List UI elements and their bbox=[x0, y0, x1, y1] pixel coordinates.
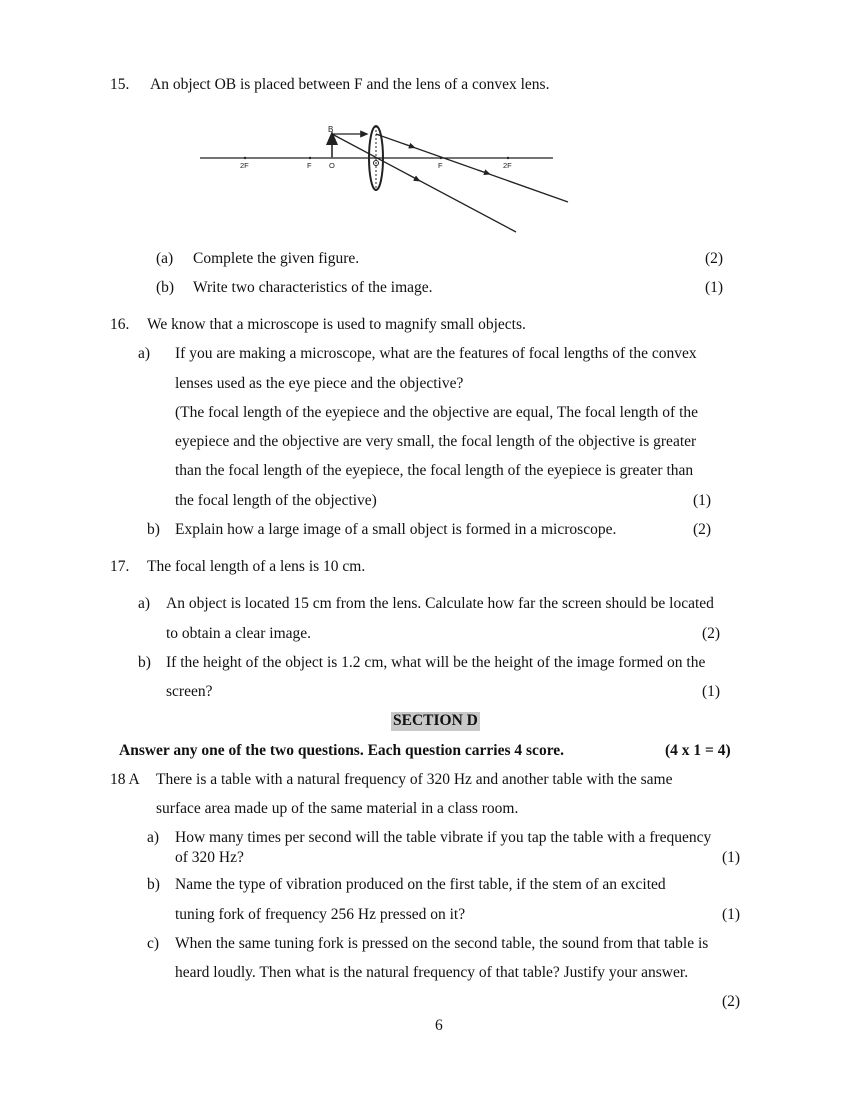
label-b: B bbox=[328, 125, 334, 134]
q17-b-label: b) bbox=[138, 654, 151, 671]
q18-c-line: When the same tuning fork is pressed on the second table, the sound from that table is bbox=[175, 935, 709, 952]
q18-c-marks: (2) bbox=[722, 993, 741, 1010]
section-scheme: (4 x 1 = 4) bbox=[665, 742, 731, 759]
label-f-right: F bbox=[438, 161, 443, 170]
q16-a-line: eyepiece and the objective are very small, the focal length of the objective is greater bbox=[175, 433, 697, 450]
q18-b-marks: (1) bbox=[722, 906, 741, 923]
q18-b-label: b) bbox=[147, 876, 160, 893]
q15-text: An object OB is placed between F and the lens of a convex lens. bbox=[150, 76, 550, 93]
q18-b-line: tuning fork of frequency 256 Hz pressed on it? bbox=[175, 906, 466, 923]
q16-a-line: If you are making a microscope, what are the features of focal lengths of the convex bbox=[175, 345, 697, 362]
q16-number: 16. bbox=[110, 316, 130, 333]
section-instruction: Answer any one of the two questions. Each question carries 4 score. bbox=[119, 742, 565, 759]
q17-number: 17. bbox=[110, 558, 130, 575]
q16-a-line: than the focal length of the eyepiece, the focal length of the eyepiece is greater than bbox=[175, 462, 694, 479]
q15-a-text: Complete the given figure. bbox=[193, 250, 360, 267]
q17-a-label: a) bbox=[138, 595, 151, 612]
q17-a-line: An object is located 15 cm from the lens. Calculate how far the screen should be located bbox=[166, 595, 714, 612]
q15-number: 15. bbox=[110, 76, 130, 93]
q18-line: surface area made up of the same material in a class room. bbox=[156, 800, 519, 817]
q18-c-line: heard loudly. Then what is the natural frequency of that table? Justify your answer. bbox=[175, 964, 689, 981]
label-o: O bbox=[329, 161, 335, 170]
q18-a-label: a) bbox=[147, 829, 160, 846]
q15-b-text: Write two characteristics of the image. bbox=[193, 279, 433, 296]
label-2f-left: 2F bbox=[240, 161, 249, 170]
q17-a-marks: (2) bbox=[702, 625, 721, 642]
q15-a-label: (a) bbox=[156, 250, 174, 267]
q17-text: The focal length of a lens is 10 cm. bbox=[147, 558, 366, 575]
central-ray-arrow bbox=[408, 175, 418, 181]
q16-b-text: Explain how a large image of a small object is formed in a microscope. bbox=[175, 521, 617, 538]
q18-a-marks: (1) bbox=[722, 849, 741, 866]
q18-b-line: Name the type of vibration produced on the first table, if the stem of an excited bbox=[175, 876, 666, 893]
refracted-ray-arrow-1 bbox=[403, 144, 413, 148]
q18-c-label: c) bbox=[147, 935, 160, 952]
refracted-ray-arrow-2 bbox=[478, 170, 488, 174]
section-title: SECTION D bbox=[393, 712, 478, 729]
q16-a-line: (The focal length of the eyepiece and the objective are equal, The focal length of the bbox=[175, 404, 699, 421]
q15-b-label: (b) bbox=[156, 279, 175, 296]
q18-line: There is a table with a natural frequency of 320 Hz and another table with the same bbox=[156, 771, 673, 788]
q17-a-line: to obtain a clear image. bbox=[166, 625, 312, 642]
q15-a-marks: (2) bbox=[705, 250, 724, 267]
q16-a-marks: (1) bbox=[693, 492, 712, 509]
convex-lens-diagram bbox=[195, 118, 575, 238]
q17-b-line: If the height of the object is 1.2 cm, what will be the height of the image formed on the bbox=[166, 654, 706, 671]
q15-b-marks: (1) bbox=[705, 279, 724, 296]
label-2f-right: 2F bbox=[503, 161, 512, 170]
q17-b-marks: (1) bbox=[702, 683, 721, 700]
label-f-left: F bbox=[307, 161, 312, 170]
q16-a-line: lenses used as the eye piece and the objective? bbox=[175, 375, 464, 392]
q17-b-line: screen? bbox=[166, 683, 213, 700]
q18-a-line: How many times per second will the table vibrate if you tap the table with a frequency bbox=[175, 829, 712, 846]
q16-text: We know that a microscope is used to magnify small objects. bbox=[147, 316, 526, 333]
central-ray bbox=[332, 134, 516, 232]
page-number: 6 bbox=[435, 1017, 443, 1034]
q16-b-marks: (2) bbox=[693, 521, 712, 538]
q16-a-label: a) bbox=[138, 345, 151, 362]
q16-b-label: b) bbox=[147, 521, 160, 538]
q16-a-line: the focal length of the objective) bbox=[175, 492, 377, 509]
q18-a-line: of 320 Hz? bbox=[175, 849, 244, 866]
q18-number: 18 A bbox=[110, 771, 140, 788]
